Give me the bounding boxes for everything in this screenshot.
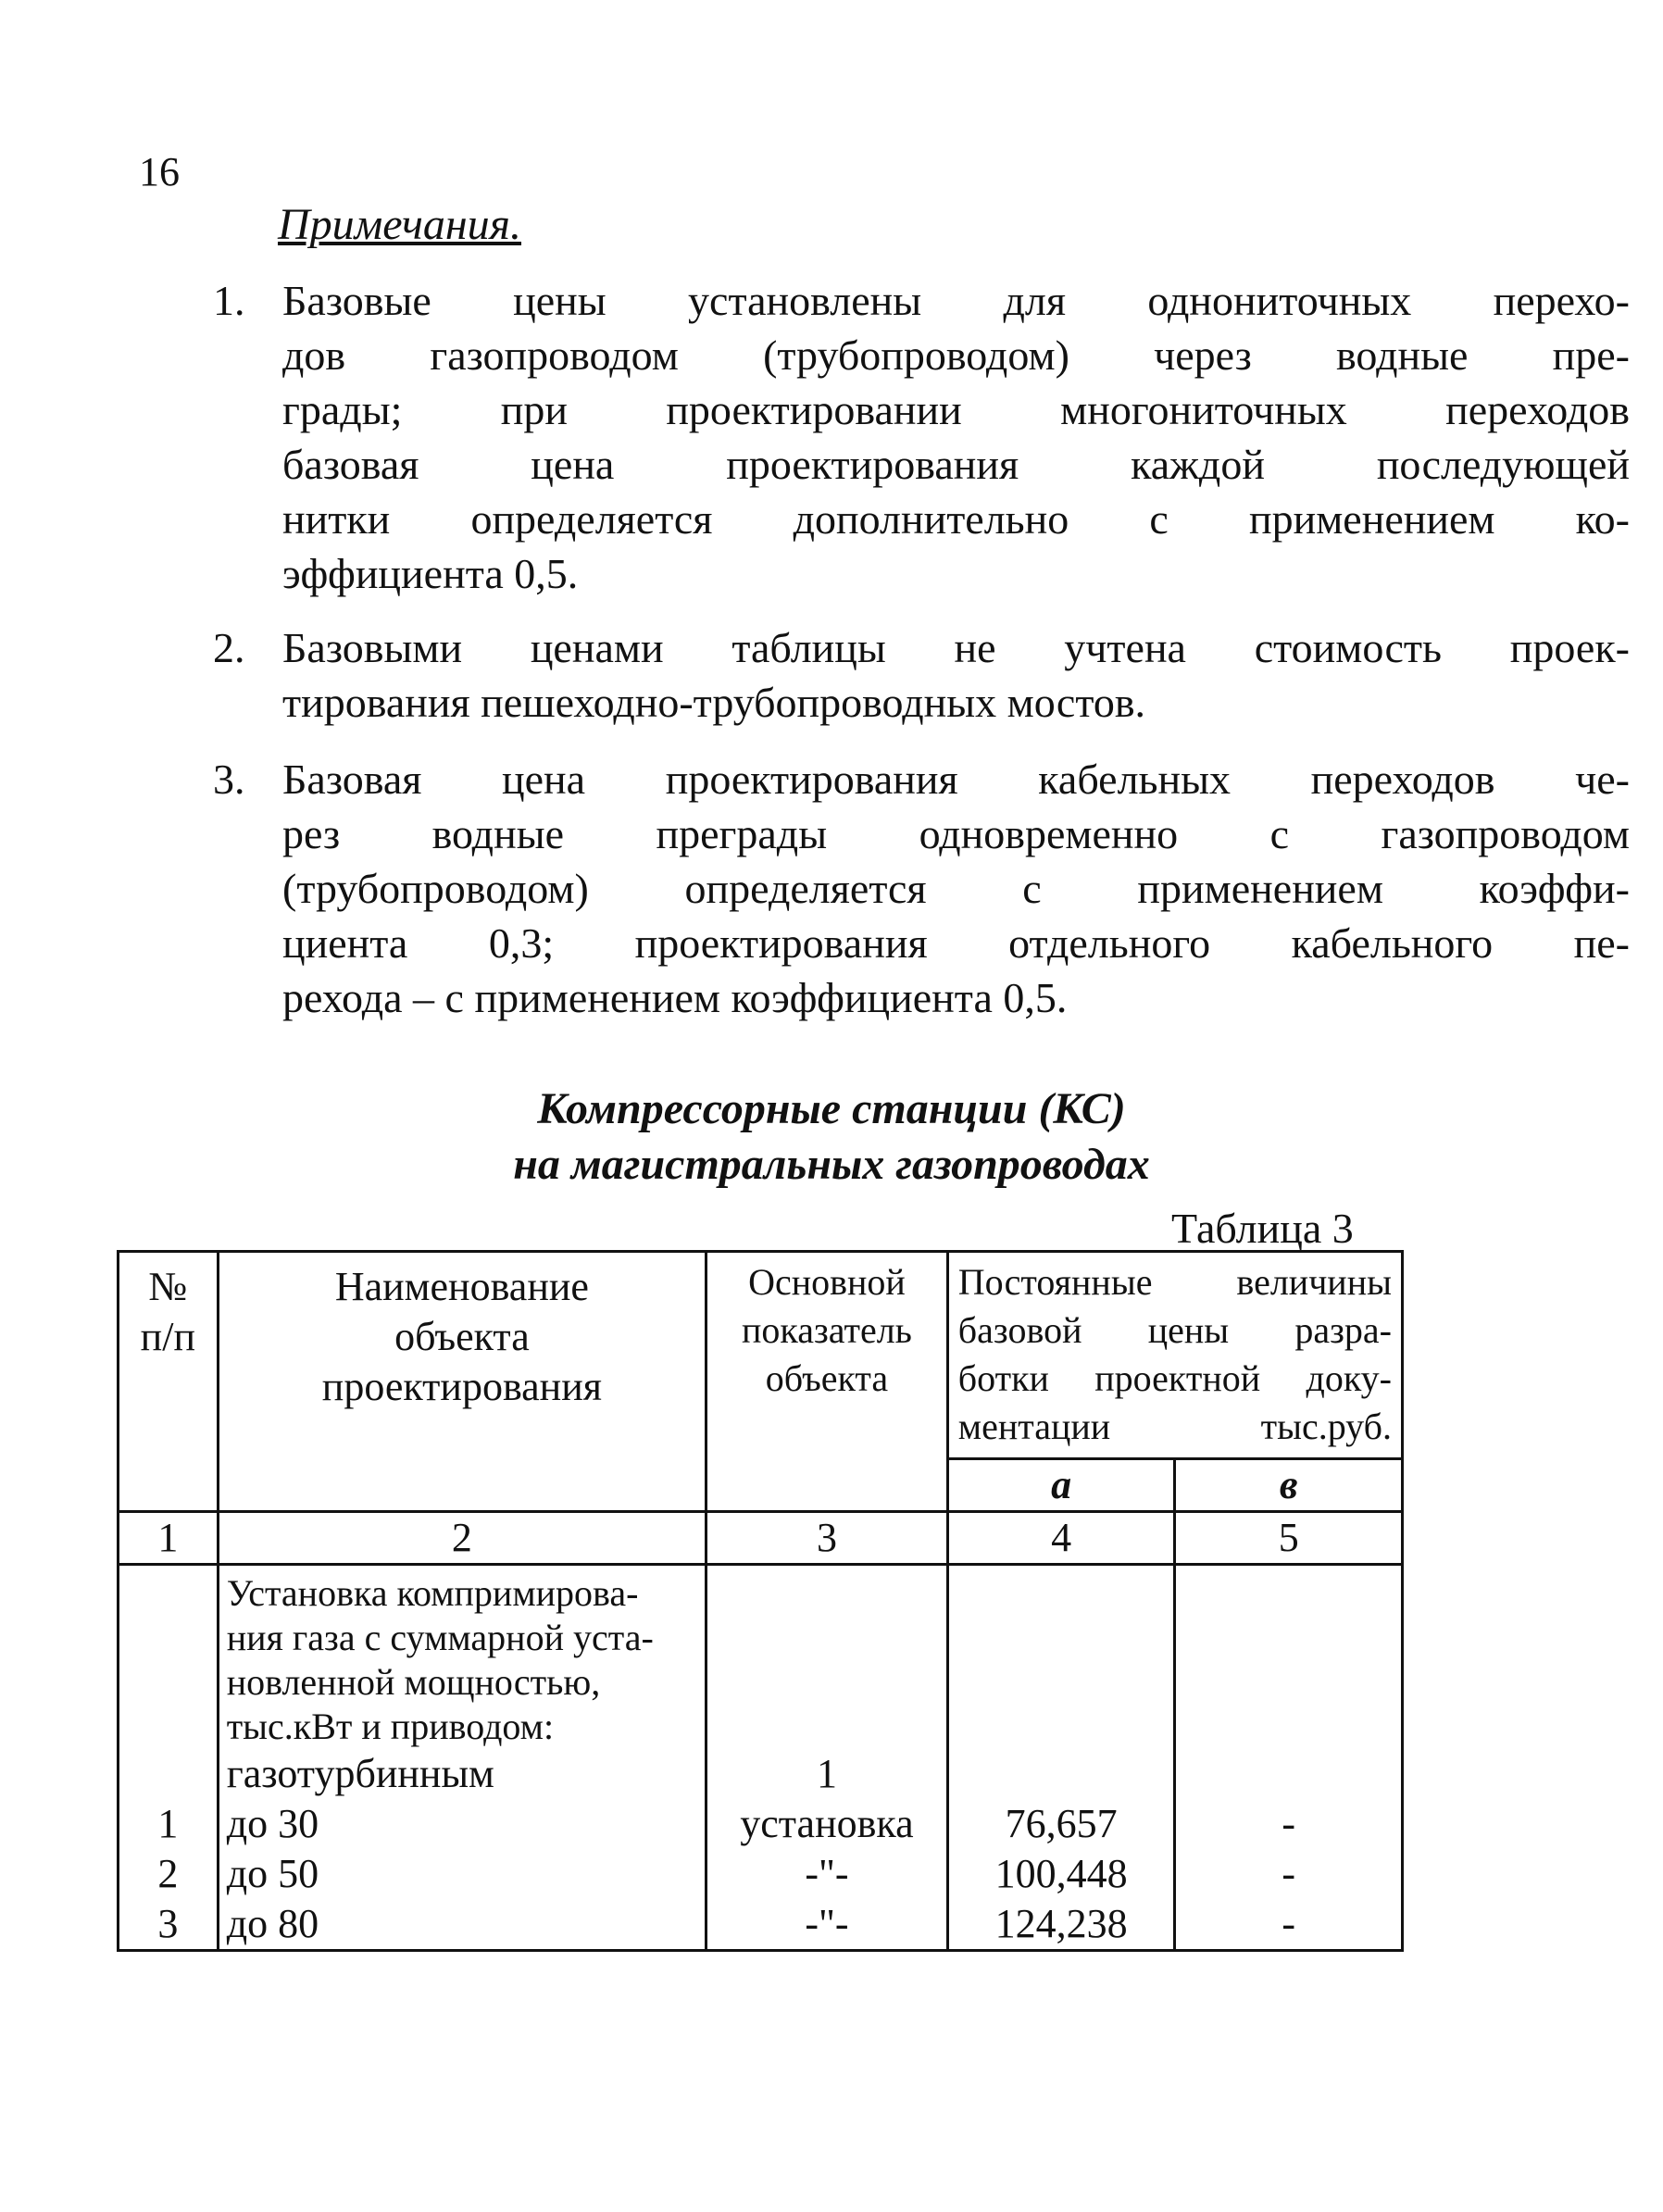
header-main-indicator: Основной показатель объекта <box>706 1252 948 1512</box>
note-number: 3. <box>213 756 245 803</box>
note-number: 2. <box>213 624 245 671</box>
header-col-b: в <box>1175 1459 1403 1512</box>
price-table <box>117 1250 1404 1952</box>
note-number: 1. <box>213 277 245 324</box>
header-base-price: Постоянные величины базовой цены разра- ботки проектной доку- ментации тыс.руб. <box>947 1252 1402 1459</box>
section-title-line-1: Компрессорные станции (КС) <box>537 1084 1126 1133</box>
row-value-a: 76,657 <box>947 1799 1175 1849</box>
note-text: Базовыми ценами таблицы не учтена стоимость проек- тирования пешеходно-трубопроводных мостов. <box>282 624 1630 726</box>
row-indicator: -"- <box>706 1849 948 1899</box>
row-name: до 50 <box>218 1849 706 1899</box>
row-value-a: 100,448 <box>947 1849 1175 1899</box>
column-number: 2 <box>218 1512 706 1565</box>
row-number: 2 <box>119 1849 219 1899</box>
row-value-b: - <box>1175 1849 1403 1899</box>
table-header-row <box>119 1252 1403 1459</box>
row-number: 3 <box>119 1899 219 1951</box>
note-text: Базовые цены установлены для однониточных перехо- дов газопроводом (трубопроводом) через водные пре- грады; при проектировании многониточных переходов базовая цена проектирования каждой последующей нитки определяется дополнительно с применением ко- эффициента 0,5. <box>282 277 1630 597</box>
row-indicator: установка <box>706 1799 948 1849</box>
notes-heading: Примечания. <box>278 200 521 249</box>
table-row <box>119 1899 1403 1951</box>
row-value-a: 124,238 <box>947 1899 1175 1951</box>
column-number: 4 <box>947 1512 1175 1565</box>
table-row <box>119 1799 1403 1849</box>
header-object-name: Наименование объекта проектирования <box>218 1252 706 1512</box>
row-name: до 30 <box>218 1799 706 1849</box>
table-row <box>119 1849 1403 1899</box>
row-name: до 80 <box>218 1899 706 1951</box>
row-value-b: - <box>1175 1799 1403 1849</box>
note-text: Базовая цена проектирования кабельных переходов че- рез водные преграды одновременно с газопроводом (трубопроводом) определяется с применением коэффи- циента 0,3; проектирования отдельного кабельного пе- рехода – с применением коэффициента 0,5. <box>282 756 1630 1021</box>
row-number: 1 <box>119 1799 219 1849</box>
column-numbers-row <box>119 1512 1403 1565</box>
page-number: 16 <box>139 149 180 194</box>
section-title-line-2: на магистральных газопроводах <box>513 1140 1150 1189</box>
row-indicator: -"- <box>706 1899 948 1951</box>
group-description: Установка компримирова- ния газа с суммарной уста- новленной мощностью, тыс.кВт и приводом: газотурбинным <box>218 1565 706 1800</box>
table-caption: Таблица 3 <box>1171 1205 1354 1252</box>
column-number: 1 <box>119 1512 219 1565</box>
group-indicator: 1 <box>706 1565 948 1800</box>
column-number: 3 <box>706 1512 948 1565</box>
column-number: 5 <box>1175 1512 1403 1565</box>
row-value-b: - <box>1175 1899 1403 1951</box>
header-col-a: а <box>947 1459 1175 1512</box>
group-row <box>119 1565 1403 1800</box>
header-number: № п/п <box>119 1252 219 1512</box>
